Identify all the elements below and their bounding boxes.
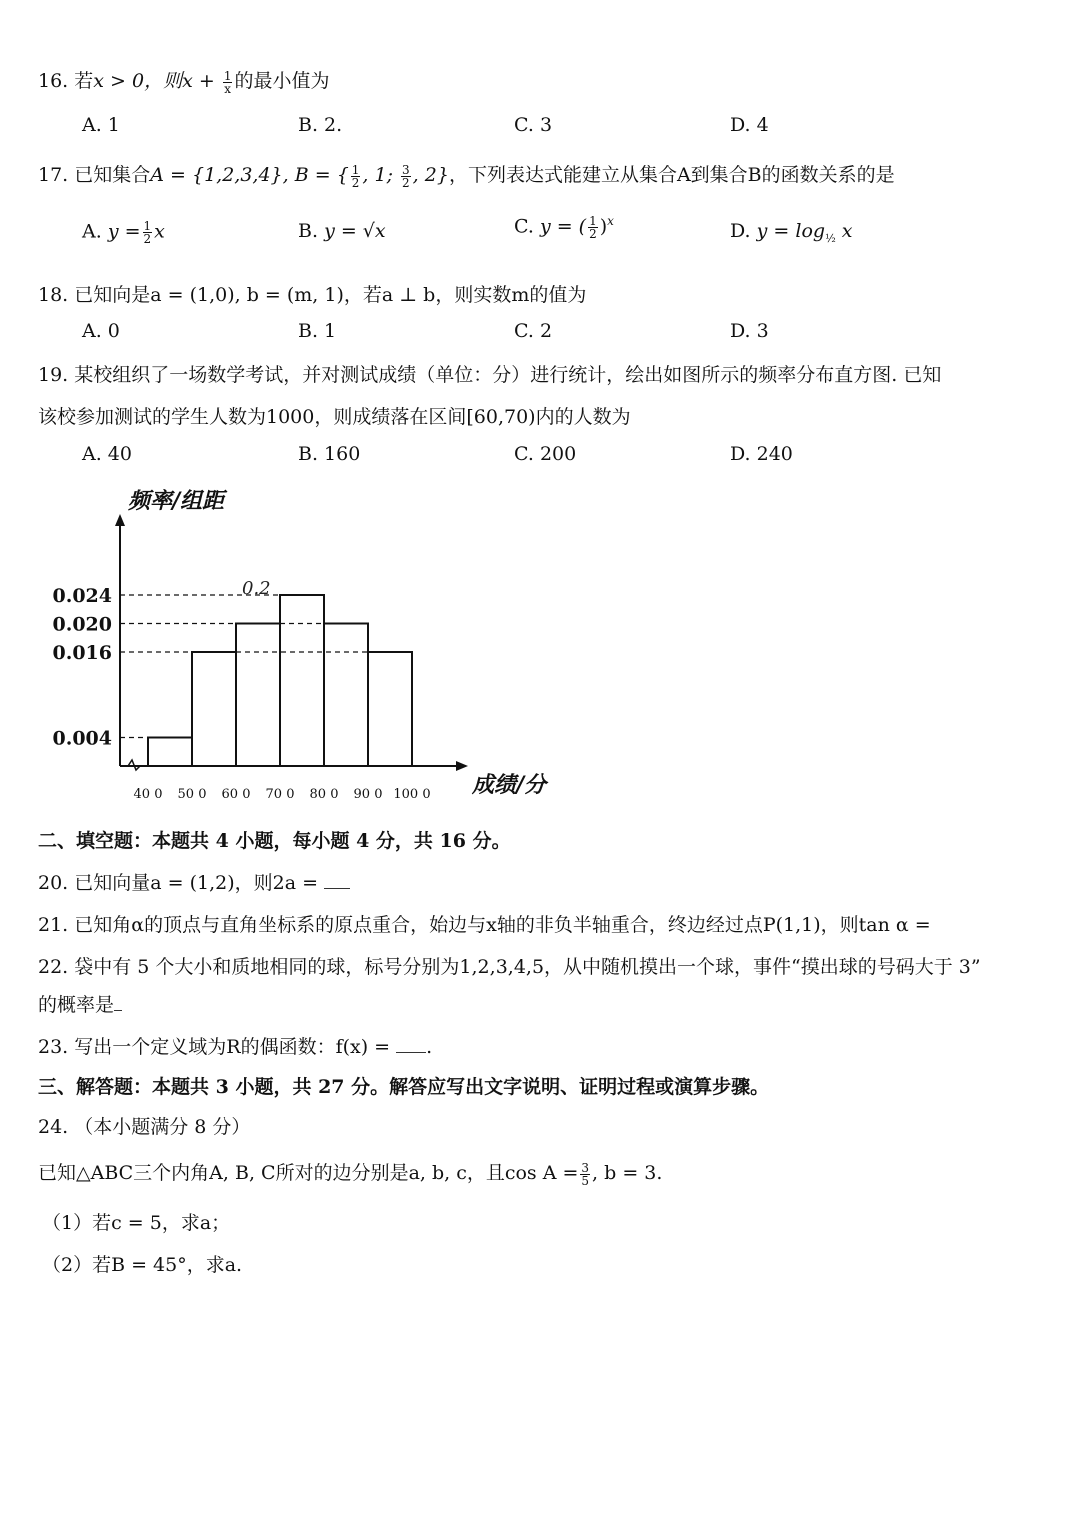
x-tick-label: 50 0	[177, 787, 207, 802]
x-tick-label: 70 0	[265, 787, 295, 802]
x-axis-arrow	[456, 761, 468, 771]
question-number: 19.	[38, 364, 69, 386]
histogram-bar	[368, 652, 412, 766]
y-tick-label: 0.016	[52, 642, 112, 664]
question-number: 24.	[38, 1116, 69, 1138]
answer-blank[interactable]	[324, 874, 350, 889]
question-24-stem: 已知△ABC三个内角A, B, C所对的边分别是a, b, c，且cos A = $\frac{3}{5}$ , b = 3.	[38, 1160, 663, 1188]
section-title-answers: 三、解答题：本题共 3 小题，共 27 分。解答应写出文字说明、证明过程或演算步骤。	[38, 1076, 770, 1098]
option-d: D. 3	[730, 320, 769, 342]
question-23: 23. 写出一个定义域为R的偶函数：f(x) = .	[38, 1036, 433, 1058]
fraction: $\frac{3}{2}$	[402, 162, 410, 190]
fraction: $\frac{1}{2}$	[351, 162, 360, 190]
x-tick-label: 60 0	[221, 787, 251, 802]
x-tick-label: 100 0	[393, 787, 431, 802]
question-number: 18.	[38, 284, 69, 306]
question-24-part-1: （1）若c = 5，求a；	[42, 1212, 231, 1234]
handwritten-annotation: 0.2	[242, 578, 271, 599]
histogram-bar	[192, 652, 236, 766]
histogram-bar	[236, 624, 280, 767]
question-22-line2: 的概率是	[38, 990, 122, 1017]
question-24-header: 24. （本小题满分 8 分）	[38, 1116, 251, 1138]
option-c: C. y = ( $\frac{1}{2}$ )$^x$	[514, 213, 614, 241]
answer-blank[interactable]	[114, 996, 122, 1011]
question-number: 21.	[38, 914, 69, 936]
y-axis-title: 频率/组距	[128, 488, 225, 514]
question-18: 18. 已知向是a = (1,0), b = (m, 1)，若a ⊥ b，则实数m的值为	[38, 284, 587, 306]
question-number: 20.	[38, 872, 69, 894]
question-number: 23.	[38, 1036, 69, 1058]
histogram-bar	[324, 624, 368, 767]
option-c: C. 200	[514, 443, 577, 465]
question-19-line2: 该校参加测试的学生人数为1000，则成绩落在区间[60,70)内的人数为	[38, 406, 631, 428]
question-21: 21. 已知角α的顶点与直角坐标系的原点重合，始边与x轴的非负半轴重合，终边经过点P(1,1)，则tan α =	[38, 914, 931, 936]
x-tick-label: 40 0	[133, 787, 163, 802]
y-axis-arrow	[115, 514, 125, 526]
option-a: A. y = $\frac{1}{2}$ x	[82, 219, 165, 246]
y-tick-label: 0.020	[52, 613, 112, 636]
y-tick-label: 0.024	[52, 585, 112, 607]
option-a: A. 0	[82, 320, 120, 342]
question-16: 16. 若x > 0，则x + $\frac{1}{x}$ 的最小值为	[38, 68, 330, 96]
option-a: A. 40	[82, 443, 132, 465]
option-b: B. 2.	[298, 114, 343, 136]
question-20: 20. 已知向量a = (1,2)，则2a =	[38, 868, 350, 895]
option-b: B. 160	[298, 443, 361, 465]
x-axis-title: 成绩/分	[472, 772, 547, 798]
histogram-bar	[148, 738, 192, 767]
x-tick-label: 80 0	[309, 787, 339, 802]
question-number: 22.	[38, 956, 69, 978]
option-d: D. 240	[730, 443, 793, 465]
question-22: 22. 袋中有 5 个大小和质地相同的球，标号分别为1,2,3,4,5，从中随机摸出一个球，事件“摸出球的号码大于 3”	[38, 956, 981, 978]
option-b: B. 1	[298, 320, 337, 342]
section-title-fill-in: 二、填空题：本题共 4 小题，每小题 4 分，共 16 分。	[38, 830, 511, 852]
option-c: C. 2	[514, 320, 553, 342]
option-b: B. y = √x	[298, 220, 386, 242]
y-tick-label: 0.004	[52, 727, 112, 750]
option-a: A. 1	[82, 114, 120, 136]
answer-blank[interactable]	[396, 1038, 426, 1053]
question-17: 17. 已知集合A = {1,2,3,4}, B = { $\frac{1}{2}$ , 1; $\frac{3}{2}$ , 2}，下列表达式能建立从集合A到集合B的函数关系的是	[38, 162, 895, 190]
option-d: D. 4	[730, 114, 769, 136]
option-c: C. 3	[514, 114, 553, 136]
histogram-bar	[280, 595, 324, 766]
fraction: $\frac{1}{x}$	[223, 68, 232, 96]
question-24-part-2: （2）若B = 45°，求a.	[42, 1254, 243, 1276]
option-d: D. $y = \log_{\frac{1}{2}} x$	[730, 220, 853, 245]
question-19: 19. 某校组织了一场数学考试，并对测试成绩（单位：分）进行统计，绘出如图所示的频率分布直方图. 已知	[38, 364, 942, 386]
x-tick-label: 90 0	[353, 787, 383, 802]
frequency-histogram	[0, 478, 600, 808]
question-number: 17.	[38, 164, 69, 186]
question-number: 16.	[38, 70, 69, 92]
